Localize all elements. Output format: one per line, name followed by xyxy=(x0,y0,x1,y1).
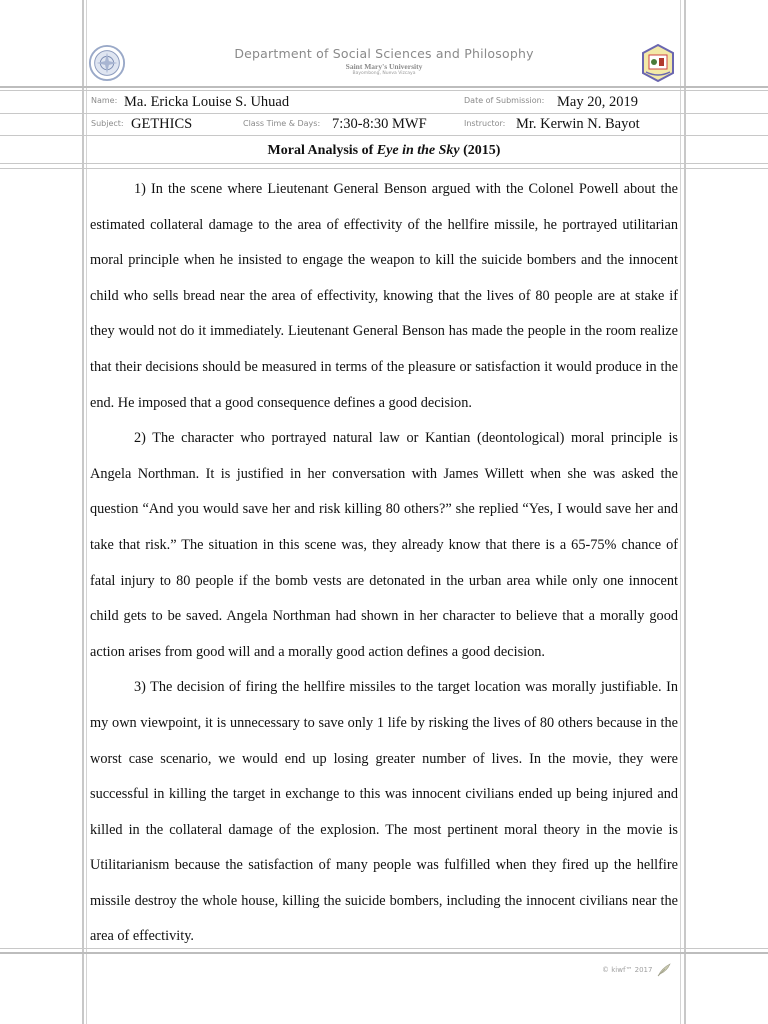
subject-value: GETHICS xyxy=(131,116,193,132)
rule-header-top-inner xyxy=(0,90,768,91)
rule-row1-bottom xyxy=(0,113,768,114)
paragraph-1: 1) In the scene where Lieutenant General Benson argued with the Colonel Powell about the estimated collateral damage to the area of effectivity of the hellfire missile, he portrayed utilitarian moral principle when he insisted to engage the weapon to kill the suicide bombers and the innocent child who sells bread near the area of effectivity, knowing that the lives of 80 people are at stake if they would not do it immediately. Lieutenant General Benson has made the people in the room realize that their decisions should be measured in terms of the pleasure or satisfaction it would produce in the end. He imposed that a good consequence defines a good decision. xyxy=(90,181,678,411)
title-prefix: Moral Analysis of xyxy=(267,143,377,158)
university-location: Bayombong, Nueva Vizcaya xyxy=(352,71,416,76)
title-film: Eye in the Sky xyxy=(376,143,460,158)
university-name: Saint Mary's University xyxy=(345,62,423,71)
quill-icon xyxy=(656,962,672,978)
class-time-label: Class Time & Days: xyxy=(243,119,321,128)
department-logo-icon xyxy=(638,43,678,83)
date-label: Date of Submission: xyxy=(464,96,545,105)
paragraph-2: 2) The character who portrayed natural law or Kantian (deontological) moral principle is Angela Northman. It is justified in her conversation with James Willett when she was asked the question “And you would save her and risk killing 80 others?” she replied “Yes, I would save her and take that risk.” The situation in this scene was, they already know that there is a 65-75% chance of fatal injury to 80 people if the bomb vests are detonated in the urban area while only one innocent child gets to be saved. Angela Northman had shown in her character to believe that a morally good action arises from good will and a morally good action defines a good decision. xyxy=(90,430,678,660)
rule-row2-bottom xyxy=(0,135,768,136)
instructor-value: Mr. Kerwin N. Bayot xyxy=(516,116,640,132)
paragraph-3: 3) The decision of firing the hellfire missiles to the target location was morally justifiable. In my own viewpoint, it is unnecessary to save only 1 life by risking the lives of 80 others because in the worst case scenario, we would end up losing greater number of lives. In the movie, they were successful in killing the target in exchange to this was innocent civilians ended up being injured and killed in the collateral damage of the explosion. The most pertinent moral theory in the movie is Utilitarianism because the satisfaction of many people was fulfilled when they fired up the hellfire missile destroy the whole house, killing the suicide bombers, including the innocent civilians near the area of effectivity. xyxy=(90,679,678,945)
department-name: Department of Social Sciences and Philosophy xyxy=(234,46,534,61)
name-value: Ma. Ericka Louise S. Uhuad xyxy=(124,94,290,110)
title-suffix: (2015) xyxy=(459,143,501,158)
rule-title-bottom xyxy=(0,163,768,164)
essay-body xyxy=(90,172,678,955)
document-title xyxy=(0,143,768,159)
copyright-mark: © kiwf™ 2017 xyxy=(602,966,653,974)
subject-label: Subject: xyxy=(91,119,124,128)
name-label: Name: xyxy=(91,96,118,105)
rule-header-top xyxy=(0,86,768,88)
class-time-value: 7:30-8:30 MWF xyxy=(332,116,427,132)
date-value: May 20, 2019 xyxy=(557,94,638,110)
instructor-label: Instructor: xyxy=(464,119,506,128)
rule-body-top xyxy=(0,168,768,169)
